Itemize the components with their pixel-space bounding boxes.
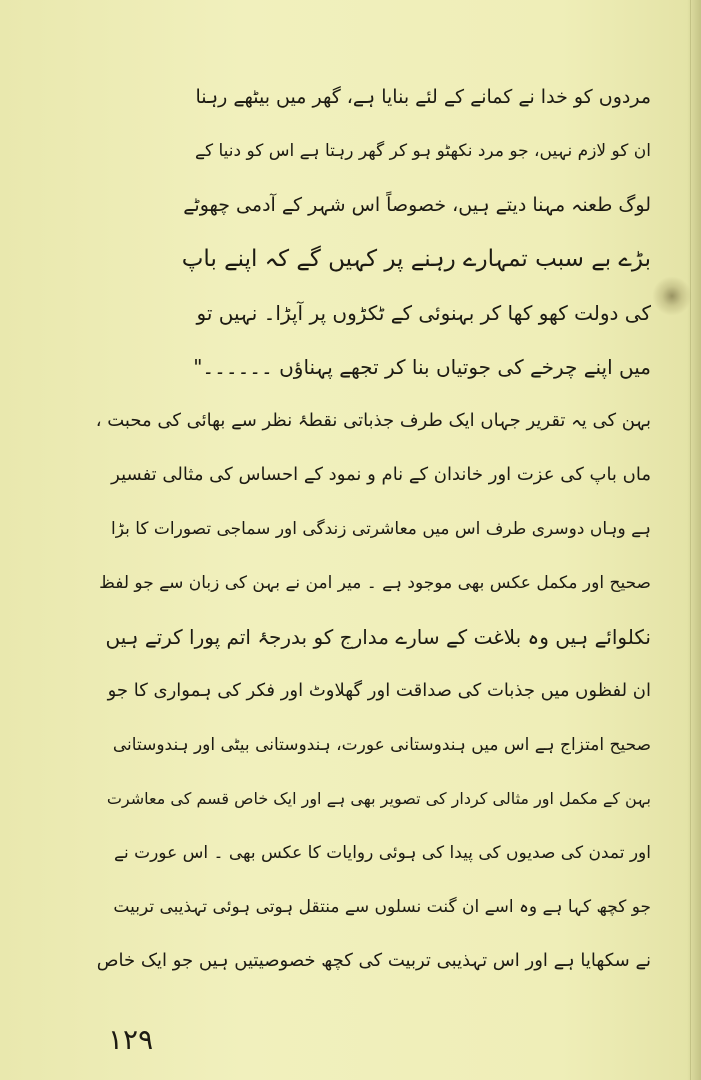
page-text [91,70,651,988]
paragraph-line-3: ہے وہاں دوسری طرف اس میں معاشرتی زندگی اور سماجی تصورات کا بڑا [110,519,651,539]
paragraph-line-1: بہن کی یہ تقریر جہاں ایک طرف جذباتی نقطۂ نظر سے بھائی کی محبت ، [95,410,651,431]
quote-line-3: لوگ طعنہ مہنا دیتے ہیں، خصوصاً اس شہر کے آدمی چھوٹے [183,194,651,216]
paragraph-line-2: ماں باپ کی عزت اور خاندان کے نام و نمود کے احساس کی مثالی تفسیر [111,464,651,485]
paragraph-line-8: بہن کے مکمل اور مثالی کردار کی تصویر بھی ہے اور ایک خاص قسم کی معاشرت [106,789,651,808]
paragraph-line-4: صحیح اور مکمل عکس بھی موجود ہے ۔ میر امن نے بہن کی زبان سے جو لفظ [99,573,651,593]
paragraph-line-9: اور تمدن کی صدیوں کی پیدا کی ہوئی روایات کا عکس بھی ۔ اس عورت نے [113,843,651,863]
page-number: ۱۲۹ [108,1023,154,1056]
quote-line-2: ان کو لازم نہیں، جو مرد نکھٹو ہو کر گھر رہتا ہے اس کو دنیا کے [195,141,651,161]
paragraph-line-10: جو کچھ کہا ہے وہ اسے ان گنت نسلوں سے منتقل ہوتی ہوئی تہذیبی تربیت [113,897,651,917]
quote-line-1: مردوں کو خدا نے کمانے کے لئے بنایا ہے، گھر میں بیٹھے رہنا [195,86,651,108]
quote-line-6: میں اپنے چرخے کی جوتیاں بنا کر تجھے پہناؤں ۔۔۔۔۔۔" [193,355,651,379]
quote-line-5: کی دولت کھو کھا کر بہنوئی کے ٹکڑوں پر آپڑا۔ نہیں تو [196,301,651,325]
paragraph-line-7: صحیح امتزاج ہے اس میں ہندوستانی عورت، ہندوستانی بیٹی اور ہندوستانی [112,735,651,755]
paragraph-line-11: نے سکھایا ہے اور اس تہذیبی تربیت کی کچھ خصوصیتیں ہیں جو ایک خاص [96,950,651,971]
quote-line-4: بڑے بے سبب تمہارے رہنے پر کہیں گے کہ اپنے باپ [181,246,651,272]
page-edge-line [690,0,691,1080]
paragraph-line-6: ان لفظوں میں جذبات کی صداقت اور گھلاوٹ اور فکر کی ہمواری کا جو [107,680,651,701]
ink-smudge [652,276,692,316]
paragraph-line-5: نکلوائے ہیں وہ بلاغت کے سارے مدارج کو بدرجۂ اتم پورا کرتے ہیں [105,625,651,649]
